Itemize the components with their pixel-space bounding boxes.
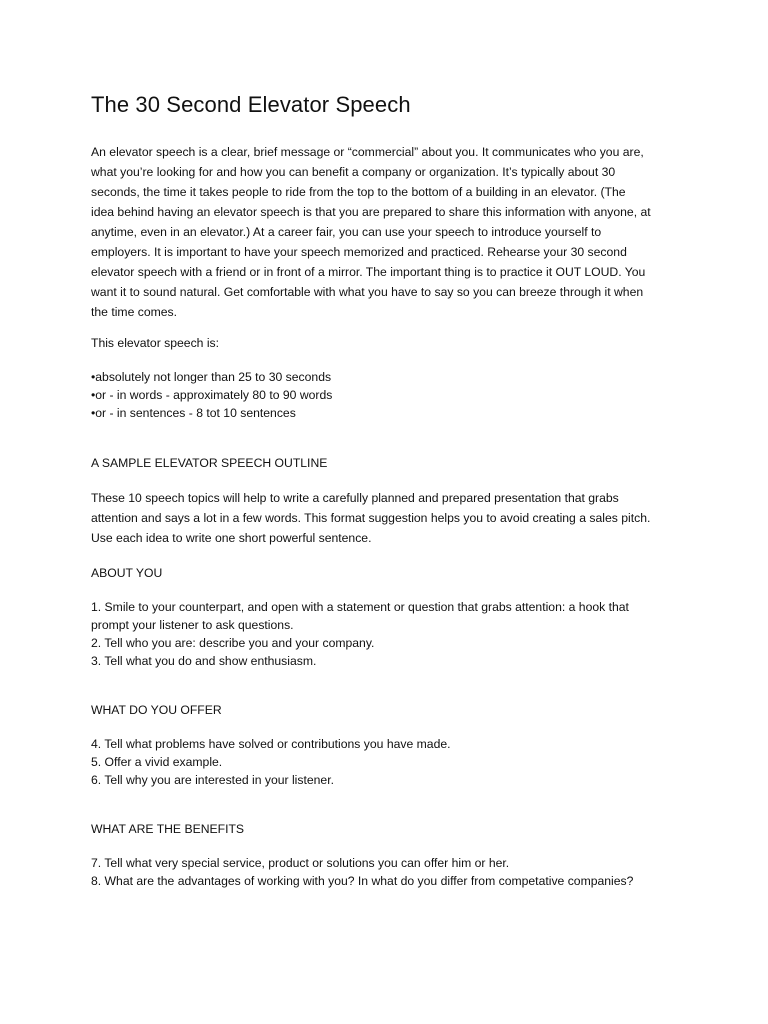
outline-step: 2. Tell who you are: describe you and your company. xyxy=(91,636,375,650)
intro-paragraph xyxy=(91,142,691,322)
intro-line: elevator speech with a friend or in front of a mirror. The important thing is to practice it OUT LOUD. You xyxy=(91,265,646,279)
document-page xyxy=(91,90,691,890)
benefits-list xyxy=(91,854,691,890)
outline-step: 5. Offer a vivid example. xyxy=(91,755,223,769)
intro-line: An elevator speech is a clear, brief message or “commercial” about you. It communicates who you are, xyxy=(91,145,644,159)
criteria-item: •or - in sentences - 8 tot 10 sentences xyxy=(91,406,296,420)
outline-heading: A SAMPLE ELEVATOR SPEECH OUTLINE xyxy=(91,456,328,470)
criteria-item: •or - in words - approximately 80 to 90 words xyxy=(91,388,333,402)
outline-step: 1. Smile to your counterpart, and open with a statement or question that grabs attention: a hook that xyxy=(91,600,629,614)
intro-line: want it to sound natural. Get comfortable with what you have to say so you can breeze through it when xyxy=(91,285,644,299)
section-heading-benefits: WHAT ARE THE BENEFITS xyxy=(91,822,245,836)
outline-intro-line: attention and says a lot in a few words. This format suggestion helps you to avoid creating a sales pitch. xyxy=(91,511,651,525)
intro-line: employers. It is important to have your speech memorized and practiced. Rehearse your 30 second xyxy=(91,245,627,259)
intro-line: seconds, the time it takes people to ride from the top to the bottom of a building in an elevator. (The xyxy=(91,185,626,199)
outline-intro-line: These 10 speech topics will help to write a carefully planned and prepared presentation that grabs xyxy=(91,491,619,505)
outline-step: 7. Tell what very special service, product or solutions you can offer him or her. xyxy=(91,856,510,870)
outline-step: 3. Tell what you do and show enthusiasm. xyxy=(91,654,317,668)
outline-intro-line: Use each idea to write one short powerful sentence. xyxy=(91,531,372,545)
what-do-you-offer-list xyxy=(91,735,691,789)
criteria-label: This elevator speech is: xyxy=(91,336,220,350)
intro-line: what you’re looking for and how you can benefit a company or organization. It’s typically about 30 xyxy=(91,165,616,179)
section-heading-about-you: ABOUT YOU xyxy=(91,566,163,580)
outline-intro-paragraph xyxy=(91,488,691,548)
document-title: The 30 Second Elevator Speech xyxy=(91,92,411,117)
outline-step: 6. Tell why you are interested in your listener. xyxy=(91,773,334,787)
intro-line: idea behind having an elevator speech is that you are prepared to share this information with anyone, at xyxy=(91,205,651,219)
outline-step: 8. What are the advantages of working with you? In what do you differ from competative companies? xyxy=(91,874,634,888)
about-you-list xyxy=(91,598,691,670)
intro-line: the time comes. xyxy=(91,305,178,319)
criteria-item: •absolutely not longer than 25 to 30 seconds xyxy=(91,370,332,384)
outline-step: prompt your listener to ask questions. xyxy=(91,618,294,632)
outline-step: 4. Tell what problems have solved or contributions you have made. xyxy=(91,737,451,751)
section-heading-what-do-you-offer: WHAT DO YOU OFFER xyxy=(91,703,222,717)
intro-line: anytime, even in an elevator.) At a career fair, you can use your speech to introduce yourself to xyxy=(91,225,602,239)
criteria-list xyxy=(91,368,691,422)
